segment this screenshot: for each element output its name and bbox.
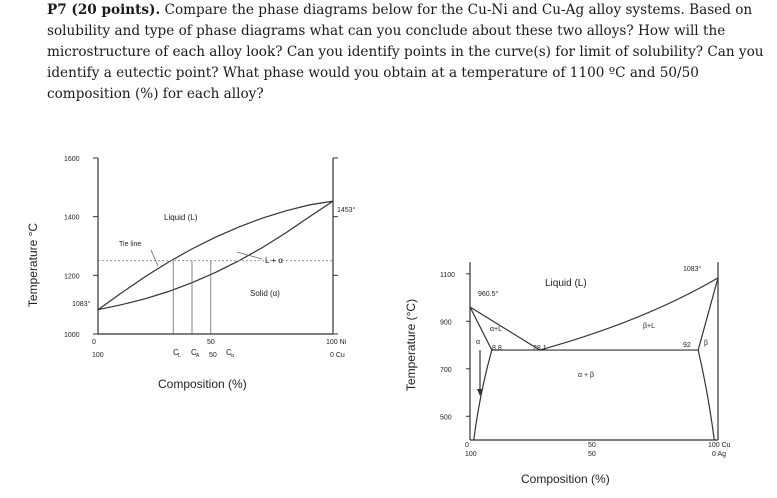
cu-ag-liquid-label: Liquid (L) xyxy=(545,278,587,289)
cu-ag-solvus-right xyxy=(698,278,718,440)
cu-ag-x-right-bottom: 0 Ag xyxy=(712,451,727,458)
cu-ag-x-left-bottom: 100 xyxy=(465,451,477,458)
cu-ni-x-mid-top: 50 xyxy=(207,339,215,346)
cu-ni-x-right-top: 100 Ni xyxy=(326,339,347,346)
cu-ag-x-right-top: 100 Cu xyxy=(708,442,731,449)
cu-ni-solidus xyxy=(98,201,333,310)
cu-ni-xlabel: Composition (%) xyxy=(158,377,247,391)
cu-ag-point-960: 960.5° xyxy=(478,291,499,298)
cu-ag-alpha-liquid-label: α+L xyxy=(490,326,503,333)
cu-ni-tie-line-label: Tie line xyxy=(119,241,142,248)
cu-ni-ytick-label-1: 1200 xyxy=(64,273,80,281)
cu-ni-liquidus xyxy=(98,201,333,310)
cu-ni-region-arrow xyxy=(237,252,262,259)
cu-ni-ytick-label-2: 1400 xyxy=(64,214,80,222)
cu-ag-ytick-label-3: 1100 xyxy=(440,271,456,279)
question-body: Compare the phase diagrams below for the Cu-Ni and Cu-Ag alloy systems. Based on solubility and type of phase diagrams what can you conclude about these two alloys? How will the microstructure of each alloy look? Can you identify points in the curve(s) for limit of solubility? Can you identify a eutectic point? What phase would you obtain at a temperature of 1100 ºC and 50/50 composition (%) for each alloy? xyxy=(47,2,764,102)
cu-ni-x-mid-bottom: 50 xyxy=(209,352,217,359)
cu-ni-mark-1453: 1453° xyxy=(337,207,356,214)
cu-ni-solid-label: Solid (α) xyxy=(250,289,280,298)
cu-ag-xlabel: Composition (%) xyxy=(521,472,610,486)
cu-ni-diagram xyxy=(26,156,356,391)
cu-ni-x-left-bottom: 100 xyxy=(92,352,104,359)
question-label: P7 (20 points). xyxy=(47,2,161,18)
cu-ni-tie-arrow xyxy=(151,250,158,266)
cu-ni-liquid-label: Liquid (L) xyxy=(164,213,198,222)
cu-ag-x-left-top: 0 xyxy=(465,442,469,449)
cu-ni-x-left-top: 0 xyxy=(92,339,96,346)
cu-ag-ytick-label-1: 700 xyxy=(440,366,452,374)
cu-ag-x-mid-top: 50 xyxy=(588,442,596,449)
cu-ni-c-sub-3: α xyxy=(231,353,234,359)
cu-ni-c-mark-2: C xyxy=(191,348,197,357)
cu-ag-alpha-beta-label: α + β xyxy=(578,372,595,379)
cu-ni-ytick-label-3: 1600 xyxy=(64,156,80,163)
cu-ni-c-sub-2: A xyxy=(196,353,200,359)
cu-ag-ytick-label-2: 900 xyxy=(440,319,452,327)
cu-ag-point-1083: 1083° xyxy=(683,266,702,273)
cu-ni-two-phase-label: L + α xyxy=(265,256,283,265)
cu-ni-ylabel: Temperature °C xyxy=(26,222,40,308)
cu-ag-ylabel: Temperature (°C) xyxy=(404,298,418,392)
cu-ag-alpha-label: α xyxy=(476,339,481,346)
cu-ag-ytick-label-0: 500 xyxy=(440,414,452,422)
cu-ag-beta-liquid-label: β+L xyxy=(643,323,656,330)
cu-ag-beta-label: β xyxy=(704,340,709,347)
cu-ni-x-right-bottom: 0 Cu xyxy=(330,352,345,359)
cu-ni-ytick-label-0: 1000 xyxy=(64,332,80,339)
cu-ni-c-sub-1: L xyxy=(178,353,181,359)
cu-ag-point-28-1: 28.1 xyxy=(533,345,547,352)
cu-ni-c-mark-1: C xyxy=(173,348,179,357)
cu-ag-point-8-8: 8.8 xyxy=(492,345,502,352)
cu-ni-mark-1083: 1083° xyxy=(72,301,91,308)
cu-ag-solvus-left xyxy=(470,307,492,440)
cu-ag-x-mid-bottom: 50 xyxy=(588,451,596,458)
cu-ni-c-mark-3: C xyxy=(226,348,232,357)
cu-ag-diagram xyxy=(404,262,731,486)
cu-ag-point-92: 92 xyxy=(683,342,691,349)
